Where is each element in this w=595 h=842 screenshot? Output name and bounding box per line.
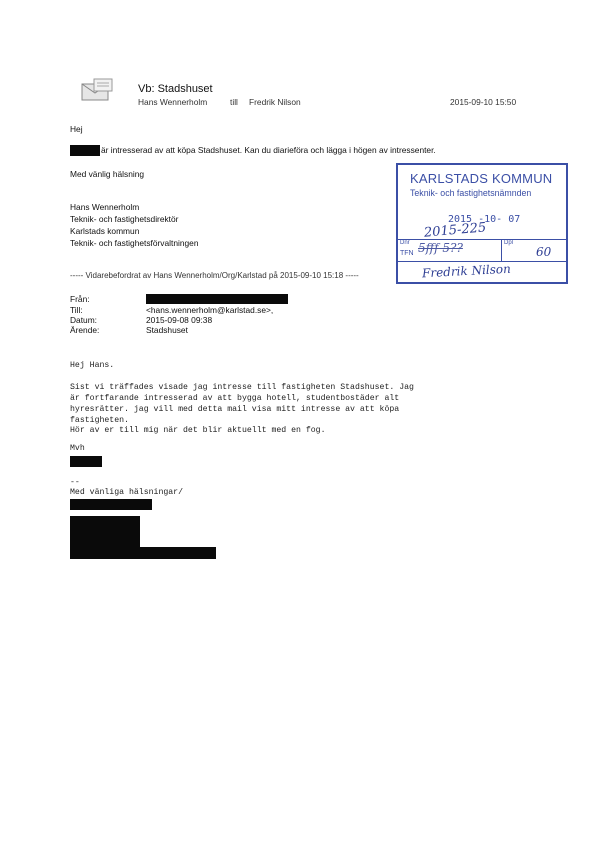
message-body: är intresserad av att köpa Stadshuset. Kan du diarieföra och lägga i högen av intressenter. (101, 145, 436, 155)
forwarded-to-label: Till: (70, 305, 83, 315)
redaction-block (70, 145, 100, 156)
redaction-block (70, 499, 152, 510)
forwarded-body-line: Sist vi träffades visade jag intresse till fastigheten Stadshuset. Jag (70, 383, 414, 392)
email-icon (80, 78, 114, 102)
email-subject: Vb: Stadshuset (138, 83, 213, 95)
redaction-block (70, 516, 140, 547)
forwarded-mvh: Mvh (70, 444, 85, 453)
registration-stamp (396, 163, 568, 284)
forwarded-to-value: <hans.wennerholm@karlstad.se>, (146, 305, 274, 315)
signature-title: Teknik- och fastighetsdirektör (70, 214, 179, 224)
signature-name: Hans Wennerholm (70, 202, 140, 212)
signature-department: Teknik- och fastighetsförvaltningen (70, 238, 199, 248)
forwarded-date-label: Datum: (70, 315, 97, 325)
forwarded-separator: -- (70, 478, 80, 487)
stamp-dnr-label: Dnr (400, 240, 410, 246)
email-datetime: 2015-09-10 15:50 (450, 97, 517, 107)
forward-line: ----- Vidarebefordrat av Hans Wennerholm/Org/Karlstad på 2015-09-10 15:18 ----- (70, 271, 359, 280)
to-label: till (230, 97, 238, 107)
forwarded-from-label: Från: (70, 294, 90, 304)
stamp-dpl-value: 60 (536, 245, 552, 259)
stamp-title: KARLSTADS KOMMUN (410, 171, 553, 186)
forwarded-closing: Med vänliga hälsningar/ (70, 488, 184, 497)
forwarded-body-line: fastigheten. (70, 416, 129, 425)
stamp-dnr-value: TFN (400, 250, 414, 257)
forwarded-subject-label: Ärende: (70, 325, 100, 335)
stamp-dpl-label: Dpl (504, 240, 514, 246)
forwarded-body-line: är fortfarande intresserad av att bygga hotell, studentbostäder alt (70, 394, 400, 403)
forwarded-date-value: 2015-09-08 09:38 (146, 315, 213, 325)
message-closing: Med vänlig hälsning (70, 169, 145, 179)
email-recipient: Fredrik Nilson (249, 97, 301, 107)
message-greeting: Hej (70, 124, 83, 134)
email-sender: Hans Wennerholm (138, 97, 208, 107)
forwarded-body-line: hyresrätter. jag vill med detta mail visa mitt intresse av att köpa (70, 405, 400, 414)
forwarded-subject-value: Stadshuset (146, 325, 188, 335)
forwarded-greeting: Hej Hans. (70, 361, 115, 370)
redaction-block (70, 456, 102, 467)
stamp-date: 2015 -10- 07 (448, 214, 521, 225)
stamp-reference: 2015-225 (423, 220, 487, 241)
stamp-subtitle: Teknik- och fastighetsnämnden (410, 188, 532, 198)
redaction-block (146, 294, 288, 304)
signature-organization: Karlstads kommun (70, 226, 140, 236)
forwarded-body-line: Hör av er till mig när det blir aktuellt med en fog. (70, 426, 326, 435)
stamp-signature: Fredrik Nilson (421, 261, 512, 281)
stamp-dnr-scribble: 5fff 5?? (418, 241, 463, 255)
redaction-block (70, 547, 216, 559)
